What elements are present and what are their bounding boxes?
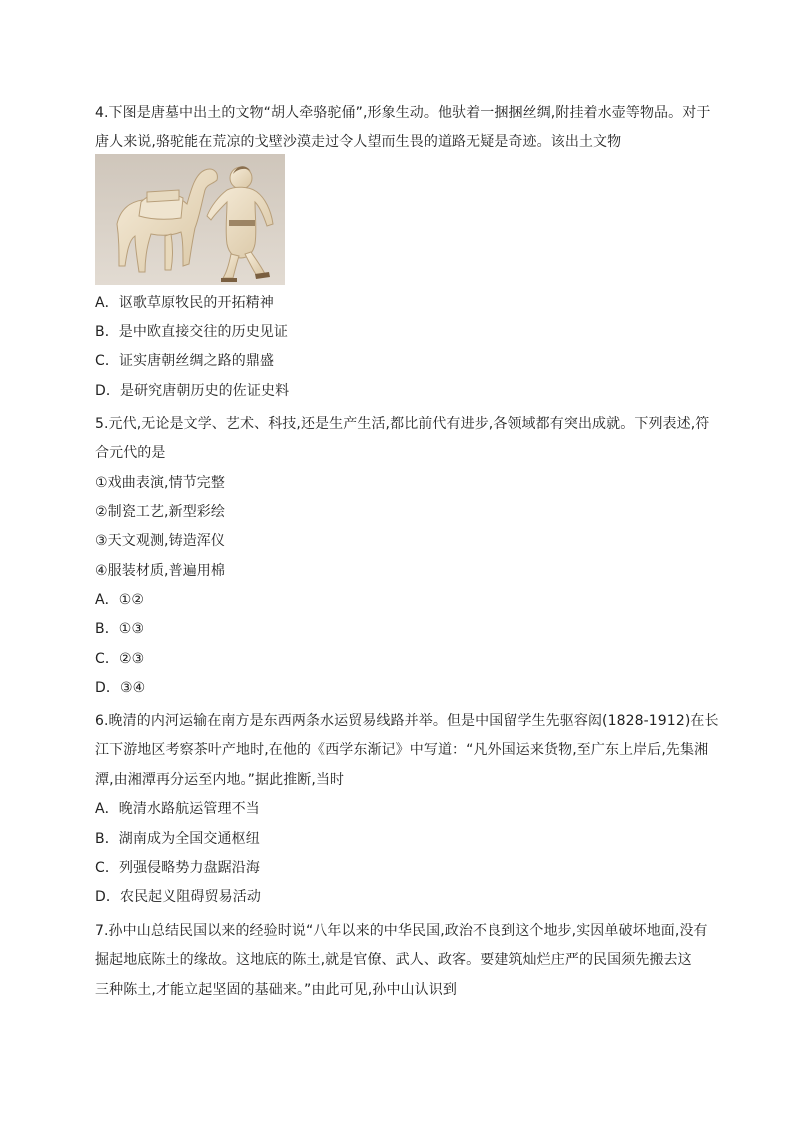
question-5-option-c: C．②③ [95,651,145,667]
question-7-stem-line-2: 掘起地底陈土的缘故。这地底的陈土,就是官僚、武人、政客。要建筑灿烂庄严的民国须先搬去这 [95,952,692,968]
question-5-item-4: ④服装材质,普遍用棉 [95,563,226,579]
question-5-item-2: ②制瓷工艺,新型彩绘 [95,504,226,520]
question-5-item-3: ③天文观测,铸造浑仪 [95,533,226,549]
question-5-stem-line-1: 5.元代,无论是文学、艺术、科技,还是生产生活,都比前代有进步,各领域都有突出成就。下列表述,符 [95,416,710,432]
question-6-option-d: D．农民起义阻碍贸易活动 [95,889,261,905]
camel-figurine-photo [95,154,285,285]
question-5-option-d: D．③④ [95,680,146,696]
question-5-option-a: A．①② [95,592,145,608]
question-4-option-d: D．是研究唐朝历史的佐证史料 [95,383,290,399]
question-5-stem-line-2: 合元代的是 [95,445,166,461]
question-5-option-b: B．①③ [95,621,145,637]
question-5-item-1: ①戏曲表演,情节完整 [95,475,226,491]
question-6-option-c: C．列强侵略势力盘踞沿海 [95,860,260,876]
question-4-stem-line-1: 4.下图是唐墓中出土的文物“胡人牵骆驼俑”,形象生动。他驮着一捆捆丝绸,附挂着水壶等物品。对于 [95,105,711,121]
question-6-option-a: A．晚清水路航运管理不当 [95,801,260,817]
question-4-option-b: B．是中欧直接交往的历史见证 [95,324,289,340]
question-7-stem-line-1: 7.孙中山总结民国以来的经验时说“八年以来的中华民国,政治不良到这个地步,实因单破坏地面,没有 [95,923,708,939]
question-4-stem-line-2: 唐人来说,骆驼能在荒凉的戈壁沙漠走过令人望而生畏的道路无疑是奇迹。该出土文物 [95,134,622,150]
question-6-stem-line-2: 江下游地区考察茶叶产地时,在他的《西学东渐记》中写道：“凡外国运来货物,至广东上岸后,先集湘 [95,742,709,758]
question-6-stem-line-1: 6.晚清的内河运输在南方是东西两条水运贸易线路并举。但是中国留学生先驱容闳(1828-1912)在长 [95,713,719,729]
question-6-stem-line-3: 潭,由湘潭再分运至内地。”据此推断,当时 [95,772,345,788]
question-6-option-b: B．湖南成为全国交通枢纽 [95,831,260,847]
question-4-option-c: C．证实唐朝丝绸之路的鼎盛 [95,353,275,369]
question-4-option-a: A．讴歌草原牧民的开拓精神 [95,295,274,311]
question-7-stem-line-3: 三种陈土,才能立起坚固的基础来。”由此可见,孙中山认识到 [95,982,457,998]
